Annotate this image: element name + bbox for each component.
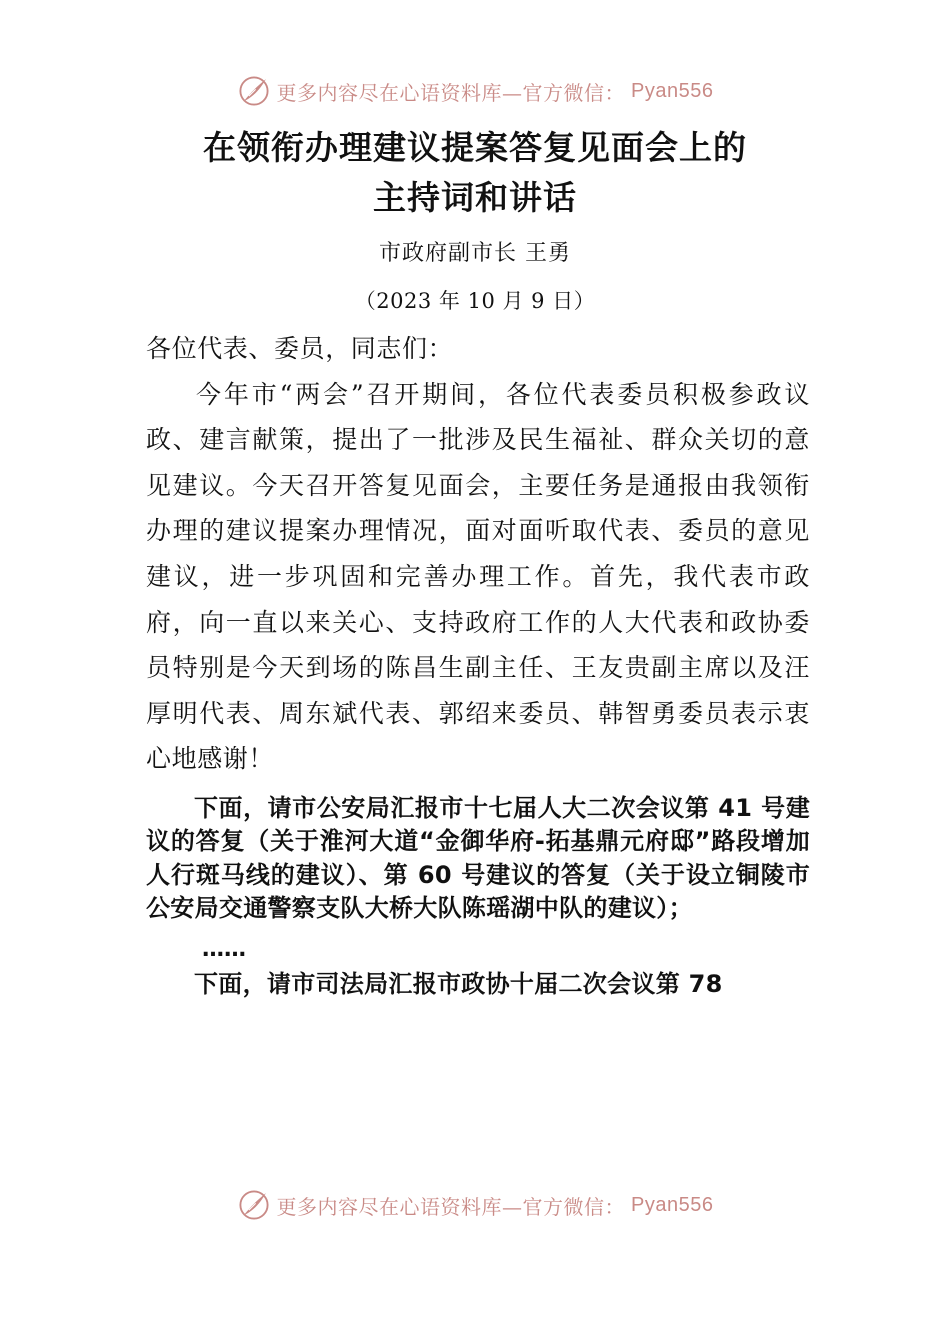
document-byline: 市政府副市长 王勇 [379, 241, 571, 266]
footer-watermark [0, 1188, 950, 1222]
agenda-paragraph: 下面，请市公安局汇报市十七届人大二次会议第 41 号建议的答复（关于淮河大道“金御华府-拓基鼎元府邸”路段增加人行斑马线的建议）、第 60 号建议的答复（关于设立铜陵市公安局交通警察支队大桥大队陈瑶湖中队的建议）； [146, 793, 810, 923]
document-title-line-2: 主持词和讲话 [373, 178, 577, 217]
quill-logo-icon [237, 1188, 271, 1222]
agenda-paragraph: 下面，请市司法局汇报市政协十届二次会议第 78 [194, 969, 723, 998]
document-title-line-1: 在领衔办理建议提案答复见面会上的 [203, 128, 747, 167]
document-date: （2023 年 10 月 9 日） [354, 289, 596, 313]
watermark-text: 更多内容尽在心语资料库—官方微信： [276, 1194, 626, 1219]
header-watermark [0, 74, 950, 108]
watermark-wechat-id: Pyan556 [631, 1193, 714, 1216]
document-body [146, 326, 810, 1001]
watermark-wechat-id: Pyan556 [631, 79, 714, 102]
ellipsis: …… [202, 936, 246, 962]
watermark-text: 更多内容尽在心语资料库—官方微信： [276, 80, 626, 105]
body-paragraph: 今年市“两会”召开期间，各位代表委员积极参政议政、建言献策，提出了一批涉及民生福祉、群众关切的意见建议。今天召开答复见面会，主要任务是通报由我领衔办理的建议提案办理情况，面对面听取代表、委员的意见建议，进一步巩固和完善办理工作。首先，我代表市政府，向一直以来关心、支持政府工作的人大代表和政协委员特别是今天到场的陈昌生副主任、王友贵副主席以及汪厚明代表、周东斌代表、郭绍来委员、韩智勇委员表示衷心地感谢！ [146, 379, 810, 774]
quill-logo-icon [237, 74, 271, 108]
salutation: 各位代表、委员，同志们： [146, 334, 454, 363]
